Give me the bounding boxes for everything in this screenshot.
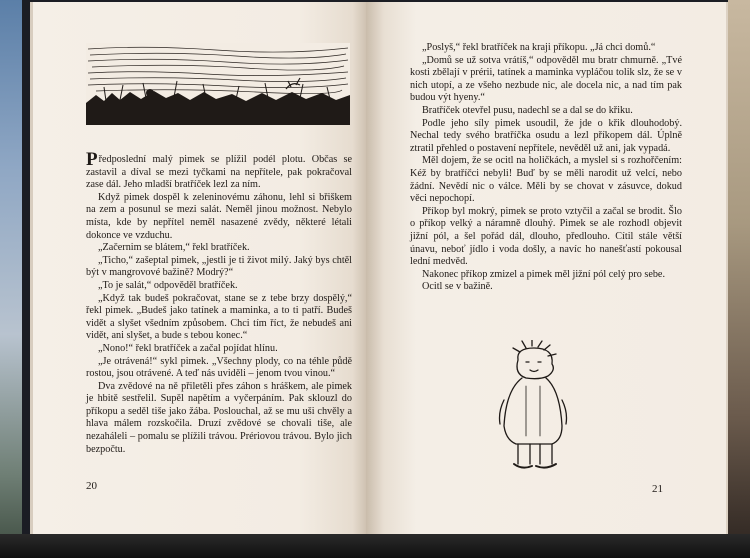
right-page: [366, 2, 728, 534]
paragraph: Měl dojem, že se ocitl na holičkách, a myslel si s rozhořčením: Kéž by bratříčci nebyli! Buď by se měli narodit už velcí, nebo žádní. Nevědí nic o válce. Měli by se chovat v zásuvce, dokud věci nepochopí.: [410, 155, 682, 205]
paragraph: Když pimek dospěl k zeleninovému záhonu, lehl si břiškem na zem a posunul se mezi salát. Neměl jinou možnost. Nebylo místa, kde by nepřítel neměl nasazené zvědy, některé létali dokonce ve vzduchu.: [86, 191, 352, 241]
page-number-left: 20: [86, 480, 97, 492]
left-page-text: [86, 149, 352, 456]
paragraph: Příkop byl mokrý, pimek se proto vztyčil a začal se brodit. Šlo o příkop velký a náramně dlouhý. Pimek se ale rozhodl objevit jižní pól, a šel pořád dál, dlouho, předlouho. Cítil stále větší únavu, neboť jídlo i voda došly, a navíc ho nanešťastí pokousal lední medvěd.: [410, 205, 682, 268]
paragraph: Bratříček otevřel pusu, nadechl se a dal se do křiku.: [422, 104, 633, 116]
paragraph: Ocitl se v bažině.: [422, 281, 493, 293]
paragraph: „Domů se už sotva vrátíš,“ odpověděl mu bratr chmurně. „Tvé kosti zbělají v prérii, tatínek a maminka vypláčou tolik slz, že se v nich utopí, a ze všeho nezbude nic, ale docela nic, a nad tím pak budou výt hyeny.“: [410, 54, 682, 104]
left-page: [30, 2, 366, 534]
background-edge-right: [728, 0, 750, 558]
paragraph: Podle jeho síly pimek usoudil, že jde o křik dlouhodobý. Nechal tedy svého bratříčka osudu a lezl příkopem dál. Úplně ztratil přehled o postavení nepřítele, nevěděl už ani, jak vypadá.: [410, 117, 682, 154]
paragraph: „Nono!“ řekl bratříček a začal pojídat hlínu.: [98, 342, 278, 354]
background-edge-left: [0, 0, 22, 558]
creature-illustration: [496, 340, 572, 476]
background-bottom: [0, 534, 750, 558]
paragraph: „Poslyš,“ řekl bratříček na kraji příkopu. „Já chci domů.“: [422, 42, 656, 53]
drop-cap: P: [86, 149, 98, 170]
paragraph: Dva zvědové na ně přiletěli přes záhon s hráškem, ale pimek je hbitě sestřelil. Supěl napětím a vyčerpáním. Pak sklouzl do příkopu a seděl tiše jako žába. Poslouchal, až se mu uši chvěly a hlava málem rozskočila. Druzí zvědové se chovali tiše, ale nezaháleli – pomalu se plížili trávou. Prériovou trávou. Bylo jich bezpočtu.: [86, 380, 352, 455]
paragraph: Nakonec příkop zmizel a pimek měl jižní pól celý pro sebe.: [422, 268, 666, 280]
right-page-text: [410, 42, 682, 294]
paragraph: „Začernim se blátem,“ řekl bratříček.: [98, 242, 250, 254]
page-number-right: 21: [652, 483, 663, 495]
paragraph: „To je salát,“ odpověděl bratříček.: [98, 279, 238, 291]
paragraph: „Když tak budeš pokračovat, stane se z tebe brzy dospělý,“ řekl pimek. „Budeš jako tatínek a maminka, a to ti patří. Budeš vidět a slyšet všedním způsobem. Chci tím říct, že nebudeš ani vidět, ani slyšet, a bude s tebou konec.“: [86, 292, 352, 342]
paragraph: „Je otrávená!“ sykl pimek. „Všechny plody, co na téhle půdě rostou, jsou otrávené. A teď nás uviděli – jenom tvou vinou.“: [86, 355, 352, 380]
paragraph: Předposlední malý pimek se plížil podél plotu. Občas se zastavil a díval se mezi tyčkami na nepřítele, pak pokračoval zase dál. Jeho mladší bratříček lezl za ním.: [86, 149, 352, 191]
prairie-illustration: [86, 43, 350, 125]
paragraph: „Ticho,“ zašeptal pimek, „jestli je ti život milý. Jaký bys chtěl být v mangrovové bažině? Modrý?“: [86, 254, 352, 279]
